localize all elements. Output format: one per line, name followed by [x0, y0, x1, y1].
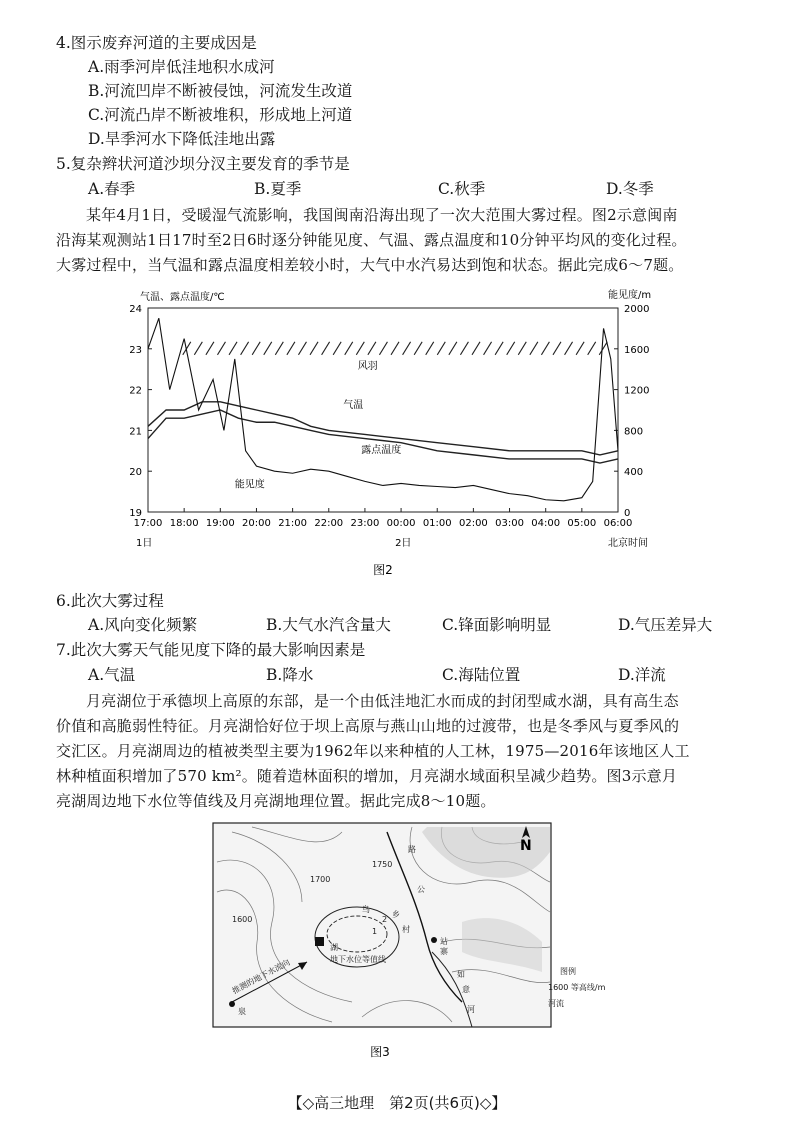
- legend-river: 河流: [548, 999, 564, 1008]
- x-tick: 04:00: [531, 518, 561, 529]
- label-1750: 1750: [372, 860, 393, 869]
- day-label-2: 2日: [395, 538, 412, 549]
- wind-barb: [576, 342, 584, 355]
- y-right-tick: 1200: [624, 385, 650, 397]
- legend-contour: 1600 等高线/m: [548, 983, 606, 992]
- wind-barb: [460, 342, 468, 355]
- wind-barb: [553, 342, 561, 355]
- label-contour-1: 1: [372, 927, 378, 936]
- vis-label: 能见度: [234, 479, 265, 491]
- label-lu: 路: [408, 845, 416, 854]
- wind-barb: [206, 342, 214, 355]
- q4-option-d: D.旱季河水下降低洼地出露: [88, 130, 276, 148]
- wind-barb: [541, 342, 549, 355]
- y-right-tick: 400: [624, 467, 644, 479]
- q7-option-b: B.降水: [266, 666, 314, 684]
- wind-barb: [275, 342, 283, 355]
- q4-option-b: B.河流凹岸不断被侵蚀，河流发生改道: [88, 82, 353, 100]
- wind-barb: [194, 342, 202, 355]
- para1-line3: 大雾过程中，当气温和露点温度相差较小时，大气中水汽易达到饱和状态。据此完成6～7题。: [56, 256, 684, 274]
- figure-2-caption: 图2: [373, 563, 393, 577]
- label-village: 村: [402, 925, 410, 934]
- station-symbol: [431, 937, 437, 943]
- dew-label: 露点温度: [361, 444, 402, 456]
- q7-option-d: D.洋流: [618, 666, 666, 684]
- x-tick: 19:00: [205, 518, 235, 529]
- x-tick: 02:00: [458, 518, 488, 529]
- label-spring: 泉: [238, 1007, 246, 1016]
- x-tick: 05:00: [567, 518, 597, 529]
- q5-option-a: A.春季: [88, 180, 136, 198]
- wind-barb: [449, 342, 457, 355]
- wind-barb: [599, 342, 607, 355]
- label-contour-2: 2: [382, 915, 388, 924]
- x-tick: 17:00: [133, 518, 163, 529]
- y-right-tick: 2000: [624, 304, 650, 315]
- wind-barb: [368, 342, 376, 355]
- wind-barb: [345, 342, 353, 355]
- q4-option-c: C.河流凸岸不断被堆积，形成地上河道: [88, 106, 353, 124]
- x-tick: 03:00: [495, 518, 524, 529]
- y-left-tick: 20: [129, 467, 142, 479]
- y-left-tick: 22: [129, 385, 142, 397]
- label-lake: 湖: [330, 943, 338, 952]
- wind-barb: [507, 342, 515, 355]
- label-gong: 公: [417, 885, 425, 894]
- x-tick: 22:00: [314, 518, 344, 529]
- label-1700: 1700: [310, 875, 331, 884]
- wind-barb: [472, 342, 480, 355]
- para2-line1: 月亮湖位于承德坝上高原的东部，是一个由低洼地汇水而成的封闭型咸水湖，具有高生态: [86, 692, 679, 710]
- wind-barb: [437, 342, 445, 355]
- y-left-tick: 24: [129, 304, 142, 315]
- wind-barb: [264, 342, 272, 355]
- label-ru: 如: [457, 970, 465, 979]
- x-tick: 23:00: [350, 518, 380, 529]
- wind-barb: [322, 342, 330, 355]
- x-tick: 21:00: [278, 518, 308, 529]
- figure-3-map: [212, 822, 552, 1072]
- wind-barb: [229, 342, 237, 355]
- wind-barb: [426, 342, 434, 355]
- legend-title-outer: 图例: [560, 967, 576, 976]
- wind-barb: [495, 342, 503, 355]
- label-he: 河: [467, 1005, 475, 1014]
- lake-symbol: [315, 937, 324, 946]
- q6-option-c: C.锋面影响明显: [442, 616, 552, 634]
- label-flow-direction: 推测的地下水流向: [230, 957, 292, 996]
- para2-line4: 林种植面积增加了570 km²。随着造林面积的增加，月亮湖水域面积呈减少趋势。图3示意月: [56, 767, 678, 785]
- wind-barb: [518, 342, 526, 355]
- wind-barb: [379, 342, 387, 355]
- y-left-tick: 23: [129, 344, 142, 356]
- q5-option-b: B.夏季: [254, 180, 302, 198]
- spring-symbol: [229, 1001, 235, 1007]
- q6-stem: 6.此次大雾过程: [56, 592, 164, 610]
- wind-barb: [217, 342, 225, 355]
- wind-barb: [310, 342, 318, 355]
- q7-option-a: A.气温: [88, 666, 136, 684]
- wind-barb: [298, 342, 306, 355]
- para2-line2: 价值和高脆弱性特征。月亮湖恰好位于坝上高原与燕山山地的过渡带，也是冬季风与夏季风的: [56, 717, 680, 735]
- y-left-tick: 19: [129, 508, 142, 519]
- y-right-tick: 1600: [624, 344, 650, 356]
- label-niao: 鸟: [362, 905, 370, 914]
- x-tick: 18:00: [169, 518, 199, 529]
- q4-option-a: A.雨季河岸低洼地积水成河: [88, 58, 275, 76]
- label-groundwater-contour: 地下水位等值线: [330, 955, 386, 964]
- q5-option-c: C.秋季: [438, 180, 486, 198]
- temp-label: 气温: [343, 399, 364, 411]
- wind-label: 风羽: [357, 361, 378, 373]
- label-zhai: 寨: [440, 947, 448, 956]
- y-left-label: 气温、露点温度/℃: [140, 292, 225, 303]
- q7-stem: 7.此次大雾天气能见度下降的最大影响因素是: [56, 641, 366, 659]
- label-yi: 意: [462, 985, 470, 994]
- q4-stem: 4.图示废弃河道的主要成因是: [56, 34, 257, 52]
- x-tick: 06:00: [603, 518, 633, 529]
- north-arrow-icon: N: [520, 838, 532, 854]
- q6-option-a: A.风向变化频繁: [88, 616, 198, 634]
- wind-barb: [391, 342, 399, 355]
- para2-line5: 亮湖周边地下水位等值线及月亮湖地理位置。据此完成8～10题。: [56, 792, 496, 810]
- wind-barb: [414, 342, 422, 355]
- wind-barb: [356, 342, 364, 355]
- wind-barb: [241, 342, 249, 355]
- figure-3-caption: 图3: [370, 1045, 390, 1059]
- wind-barb: [530, 342, 538, 355]
- para1-line2: 沿海某观测站1日17时至2日6时逐分钟能见度、气温、露点温度和10分钟平均风的变化过程。: [56, 231, 687, 249]
- x-axis-label: 北京时间: [608, 538, 648, 549]
- q6-option-d: D.气压差异大: [618, 616, 713, 634]
- x-tick: 00:00: [386, 518, 416, 529]
- wind-barb: [333, 342, 341, 355]
- day-label-1: 1日: [136, 538, 153, 549]
- q7-option-c: C.海陆位置: [442, 666, 521, 684]
- wind-barb: [565, 342, 573, 355]
- label-1600: 1600: [232, 915, 253, 924]
- label-station: 站: [440, 937, 448, 946]
- wind-barb: [588, 342, 596, 355]
- x-tick: 01:00: [422, 518, 452, 529]
- label-township: 乡: [392, 910, 400, 919]
- y-right-tick: 0: [624, 508, 631, 519]
- q5-option-d: D.冬季: [606, 180, 654, 198]
- wind-barb: [403, 342, 411, 355]
- figure-2-chart: [118, 282, 678, 582]
- wind-barb: [287, 342, 295, 355]
- q6-option-b: B.大气水汽含量大: [266, 616, 391, 634]
- para1-line1: 某年4月1日，受暖湿气流影响，我国闽南沿海出现了一次大范围大雾过程。图2示意闽南: [86, 206, 678, 224]
- y-right-label: 能见度/m: [608, 290, 652, 301]
- y-left-tick: 21: [129, 426, 142, 438]
- page-footer: 【◇高三地理 第2页(共6页)◇】: [287, 1094, 507, 1112]
- q5-stem: 5.复杂辫状河道沙坝分汊主要发育的季节是: [56, 155, 350, 173]
- wind-barb: [484, 342, 492, 355]
- wind-barb: [252, 342, 260, 355]
- x-tick: 20:00: [242, 518, 271, 529]
- y-right-tick: 800: [624, 426, 644, 438]
- para2-line3: 交汇区。月亮湖周边的植被类型主要为1962年以来种植的人工林，1975—2016年该地区人工: [56, 742, 690, 760]
